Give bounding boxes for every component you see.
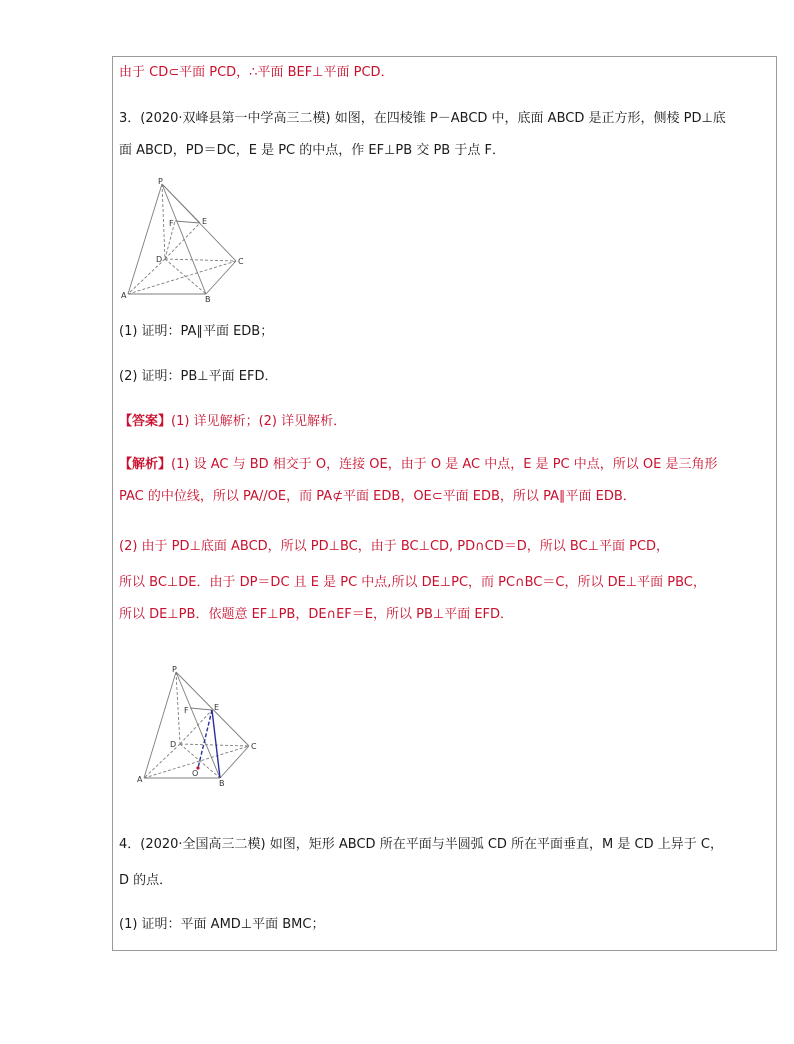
edge-PD: [176, 672, 180, 744]
segment-DE: [165, 223, 200, 259]
label-P: P: [172, 665, 177, 674]
analysis-tag: 【解析】: [119, 457, 172, 472]
q3-statement-line2: 面 ABCD，PD＝DC，E 是 PC 的中点，作 EF⊥PB 交 PB 于点 F．: [119, 143, 505, 158]
diag-DB: [180, 744, 220, 778]
answer-tag: 【答案】: [119, 414, 172, 429]
label-A: A: [121, 291, 127, 300]
label-E: E: [214, 703, 220, 712]
label-P: P: [158, 177, 163, 186]
q4-statement-line1: 4．(2020·全国高三二模) 如图，矩形 ABCD 所在平面与半圆弧 CD 所在平面垂直，M 是 CD 上异于 C，: [119, 837, 723, 852]
q4-sub1: (1) 证明：平面 AMD⊥平面 BMC；: [119, 917, 325, 932]
edge-DC: [165, 259, 236, 261]
top-conclusion: 由于 CD⊂平面 PCD，∴平面 BEF⊥平面 PCD．: [119, 65, 394, 80]
segment-FE: [175, 221, 200, 223]
label-D: D: [170, 740, 177, 749]
label-A: A: [137, 775, 143, 784]
q3-sub2: (2) 证明：PB⊥平面 EFD．: [119, 369, 278, 384]
edge-PA: [144, 672, 176, 778]
edge-DC: [180, 744, 249, 746]
q3-analysis-line4: 所以 BC⊥DE．由于 DP＝DC 且 E 是 PC 中点,所以 DE⊥PC，而 PC∩BC＝C，所以 DE⊥平面 PBC，: [119, 575, 706, 590]
label-B: B: [205, 295, 211, 304]
q3-analysis-line2: PAC 的中位线，所以 PA//OE，而 PA⊄平面 EDB，OE⊂平面 EDB，所以 PA∥平面 EDB．: [119, 489, 636, 504]
segment-OE-highlight: [198, 710, 212, 768]
segment-FE: [190, 708, 212, 710]
q3-answer: [119, 413, 346, 431]
label-C: C: [251, 742, 257, 751]
segment-PE: [162, 184, 200, 223]
q3-analysis-line1: [119, 456, 717, 474]
edge-PD: [162, 184, 165, 259]
answer-text: (1) 详见解析；(2) 详见解析．: [171, 414, 347, 429]
analysis-text-1: (1) 设 AC 与 BD 相交于 O，连接 OE，由于 O 是 AC 中点，E 是 PC 中点，所以 OE 是三角形: [171, 457, 718, 472]
label-B: B: [219, 779, 225, 788]
label-F: F: [184, 706, 189, 715]
q3-analysis-line5: 所以 DE⊥PB．依题意 EF⊥PB，DE∩EF＝E，所以 PB⊥平面 EFD．: [119, 607, 514, 622]
segment-DE: [180, 710, 212, 744]
q4-statement-line2: D 的点．: [119, 873, 173, 888]
q3-sub1: (1) 证明：PA∥平面 EDB；: [119, 324, 274, 339]
q3-figure-pyramid: [118, 176, 258, 306]
label-O: O: [192, 769, 199, 778]
diag-AC: [128, 261, 236, 294]
q3-figure-solution: [134, 664, 264, 788]
label-D: D: [156, 255, 163, 264]
q3-analysis-line3: (2) 由于 PD⊥底面 ABCD，所以 PD⊥BC，由于 BC⊥CD, PD∩CD＝D，所以 BC⊥平面 PCD，: [119, 539, 670, 554]
label-C: C: [238, 257, 244, 266]
label-F: F: [169, 219, 174, 228]
q3-statement-line1: 3．(2020·双峰县第一中学高三二模) 如图，在四棱锥 P－ABCD 中，底面 ABCD 是正方形，侧棱 PD⊥底: [119, 111, 726, 126]
edge-BC: [220, 746, 249, 778]
label-E: E: [202, 217, 208, 226]
